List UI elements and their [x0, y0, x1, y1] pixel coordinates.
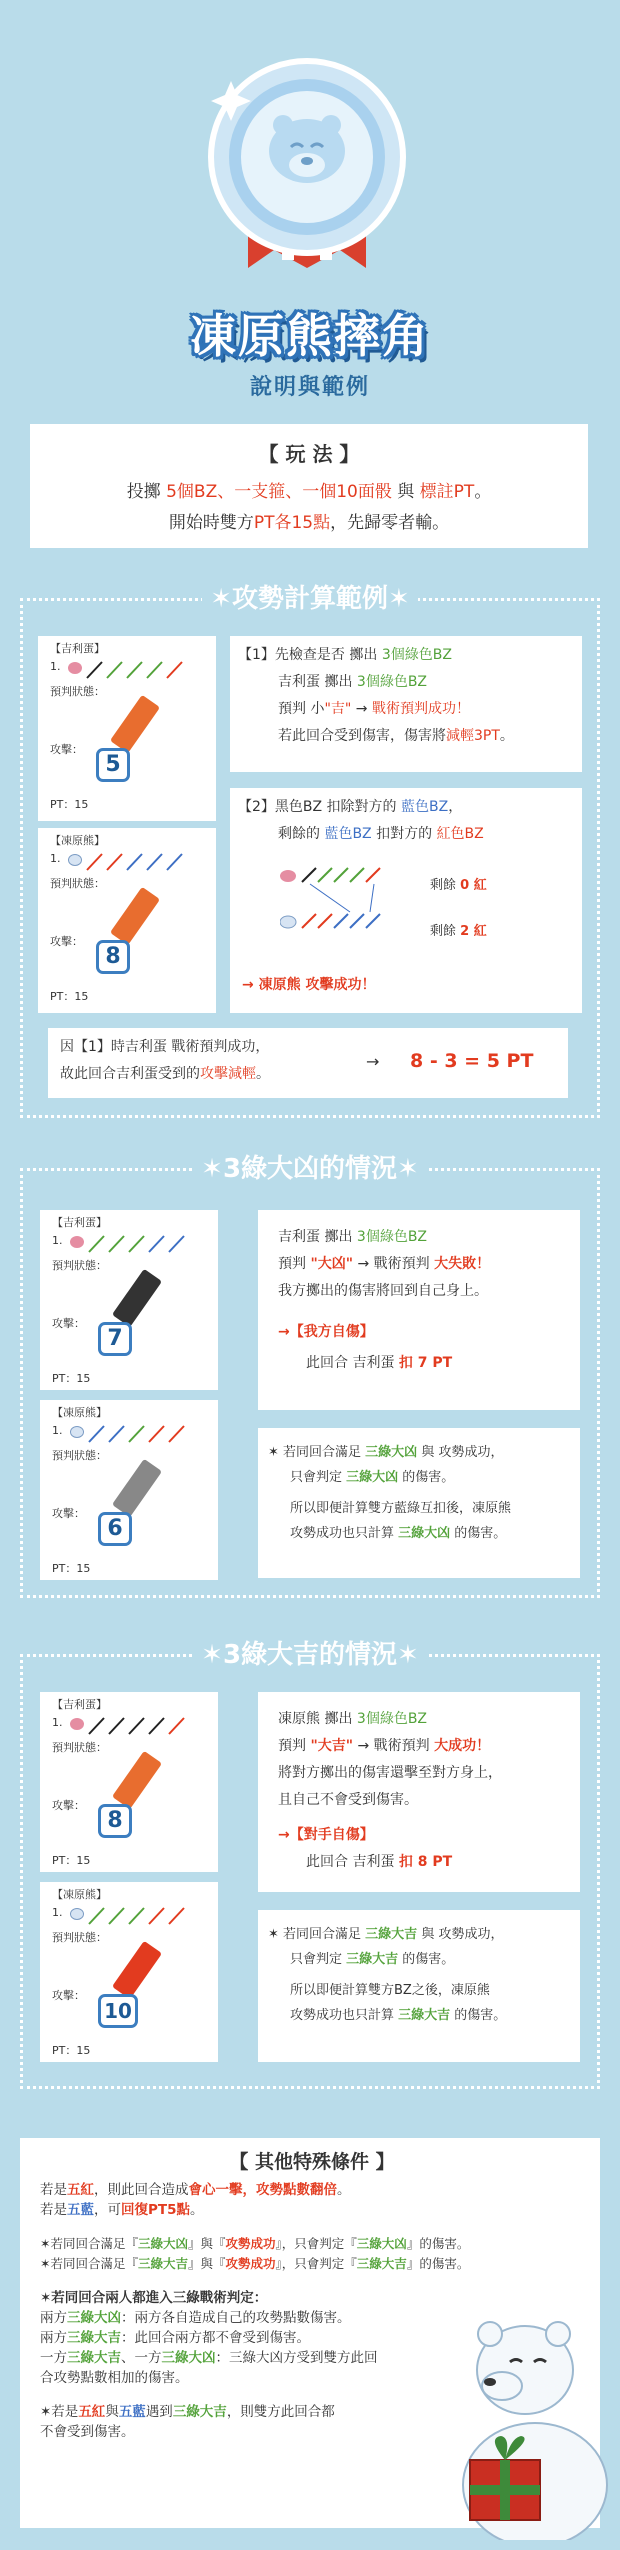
- jili-egg-icon: [70, 1236, 84, 1248]
- play-line-2: 開始時雙方PT各15點，先歸零者輸。: [168, 513, 450, 533]
- player-card-jili: 【吉利蛋】 1. 預判狀態： 攻擊： 8 PT：15: [40, 1692, 218, 1872]
- step-2-box: 【2】黑色BZ 扣除對方的 藍色BZ， 剩餘的 藍色BZ 扣對方的 紅色BZ 剩餘 0 紅 剩餘 2 紅 → 凍原熊 攻擊成功！: [230, 788, 582, 1013]
- page-subtitle: 說明與範例: [249, 375, 370, 400]
- dice-icon: 8: [98, 1804, 132, 1838]
- bz-sticks-icon: [84, 1904, 194, 1926]
- how-to-play-box: [30, 424, 588, 548]
- dice-icon: 8: [96, 940, 130, 974]
- prediction-tag-icon: [112, 1269, 162, 1327]
- prediction-tag-icon: [112, 1941, 162, 1999]
- bz-sticks-icon: [84, 1422, 194, 1444]
- tundra-bear-icon: [70, 1908, 84, 1920]
- good-luck-explain-box: 凍原熊 擲出 3個綠色BZ 預判 "大吉" → 戰術預判 大成功！ 將對方擲出的傷害還擊至對方身上， 且自己不會受到傷害。 →【對手自傷】 此回合 吉利蛋 扣 8 PT: [258, 1692, 580, 1892]
- prediction-tag-icon: [110, 887, 160, 945]
- bz-sticks-icon: [84, 1232, 194, 1254]
- attack-example-title: ✶攻勢計算範例✶: [0, 578, 620, 615]
- bz-compare-diagram: [280, 860, 440, 940]
- page-title: 凍原熊摔角: [190, 309, 430, 363]
- other-heading: 【 其他特殊條件 】: [229, 2151, 395, 2173]
- bad-luck-explain-box: 吉利蛋 擲出 3個綠色BZ 預判 "大凶" → 戰術預判 大失敗！ 我方擲出的傷害將回到自己身上。 →【我方自傷】 此回合 吉利蛋 扣 7 PT: [258, 1210, 580, 1410]
- prediction-tag-icon: [112, 1459, 162, 1517]
- bad-luck-note-box: ✶ 若同回合滿足 三綠大凶 與 攻勢成功， 只會判定 三綠大凶 的傷害。 所以即便計算雙方藍綠互扣後，凍原熊 攻勢成功也只計算 三綠大凶 的傷害。: [258, 1428, 580, 1578]
- other-conditions-box: 【 其他特殊條件 】 若是五紅，則此回合造成會心一擊，攻勢點數翻倍。 若是五藍，可回復PT5點。 ✶若同回合滿足『三綠大凶』與『攻勢成功』，只會判定『三綠大凶』的傷害。 ✶若同回合滿足『三綠大吉』與『攻勢成功』，只會判定『三綠大吉』的傷害。 ✶若同回合兩人都進入三綠戰術判定： 兩方三綠大凶：兩方各自造成自己的攻勢點數傷害。 兩方三綠大吉：此回合兩方都不會受到傷害。 一方三綠大吉、一方三綠大凶：三綠大凶方受到雙方此回 合攻勢點數相加的傷害。 ✶若是五紅與五藍遇到三綠大吉，則雙方此回合都 不會受到傷害。: [20, 2138, 600, 2528]
- play-line-1: 投擲 5個BZ、一支箍、一個10面骰 與 標註PT。: [126, 482, 492, 502]
- tundra-bear-icon: [68, 854, 82, 866]
- prediction-tag-icon: [110, 695, 160, 753]
- bear-medal-icon: [205, 55, 410, 260]
- dice-icon: 5: [96, 748, 130, 782]
- tundra-bear-icon: [70, 1426, 84, 1438]
- bz-sticks-icon: [84, 1714, 194, 1736]
- bz-sticks-icon: [82, 658, 192, 680]
- player-card-bear: 【凍原熊】 1. 預判狀態： 攻擊： 10 PT：15: [40, 1882, 218, 2062]
- player-card-bear: 【凍原熊】 1. 預判狀態： 攻擊： 8 PT：15: [38, 828, 216, 1013]
- attack-summary-box: 因【1】時吉利蛋 戰術預判成功， 故此回合吉利蛋受到的攻擊減輕。 → 8 - 3 = 5 PT: [48, 1028, 568, 1098]
- good-luck-note-box: ✶ 若同回合滿足 三綠大吉 與 攻勢成功， 只會判定 三綠大吉 的傷害。 所以即便計算雙方BZ之後，凍原熊 攻勢成功也只計算 三綠大吉 的傷害。: [258, 1910, 580, 2062]
- player-card-jili: 【吉利蛋】 1. 預判狀態： 攻擊： 7 PT：15: [40, 1210, 218, 1390]
- step-1-box: 【1】先檢查是否 擲出 3個綠色BZ 吉利蛋 擲出 3個綠色BZ 預判 小"吉" → 戰術預判成功！ 若此回合受到傷害，傷害將減輕3PT。: [230, 636, 582, 772]
- prediction-tag-icon: [112, 1751, 162, 1809]
- dice-icon: 10: [98, 1994, 138, 2028]
- player-name: 【凍原熊】: [50, 834, 105, 847]
- player-name: 【吉利蛋】: [50, 642, 105, 655]
- player-card-jili: 【吉利蛋】 1. 預判狀態： 攻擊： 5 PT：15: [38, 636, 216, 821]
- player-card-bear: 【凍原熊】 1. 預判狀態： 攻擊： 6 PT：15: [40, 1400, 218, 1580]
- good-luck-title: ✶3綠大吉的情況✶: [0, 1634, 620, 1671]
- polar-bear-gift-icon: [440, 2300, 610, 2540]
- dice-icon: 6: [98, 1512, 132, 1546]
- bz-sticks-icon: [82, 850, 192, 872]
- dice-icon: 7: [98, 1322, 132, 1356]
- jili-egg-icon: [70, 1718, 84, 1730]
- play-heading: 【 玩 法 】: [258, 442, 360, 466]
- jili-egg-icon: [68, 662, 82, 674]
- bad-luck-title: ✶3綠大凶的情況✶: [0, 1148, 620, 1185]
